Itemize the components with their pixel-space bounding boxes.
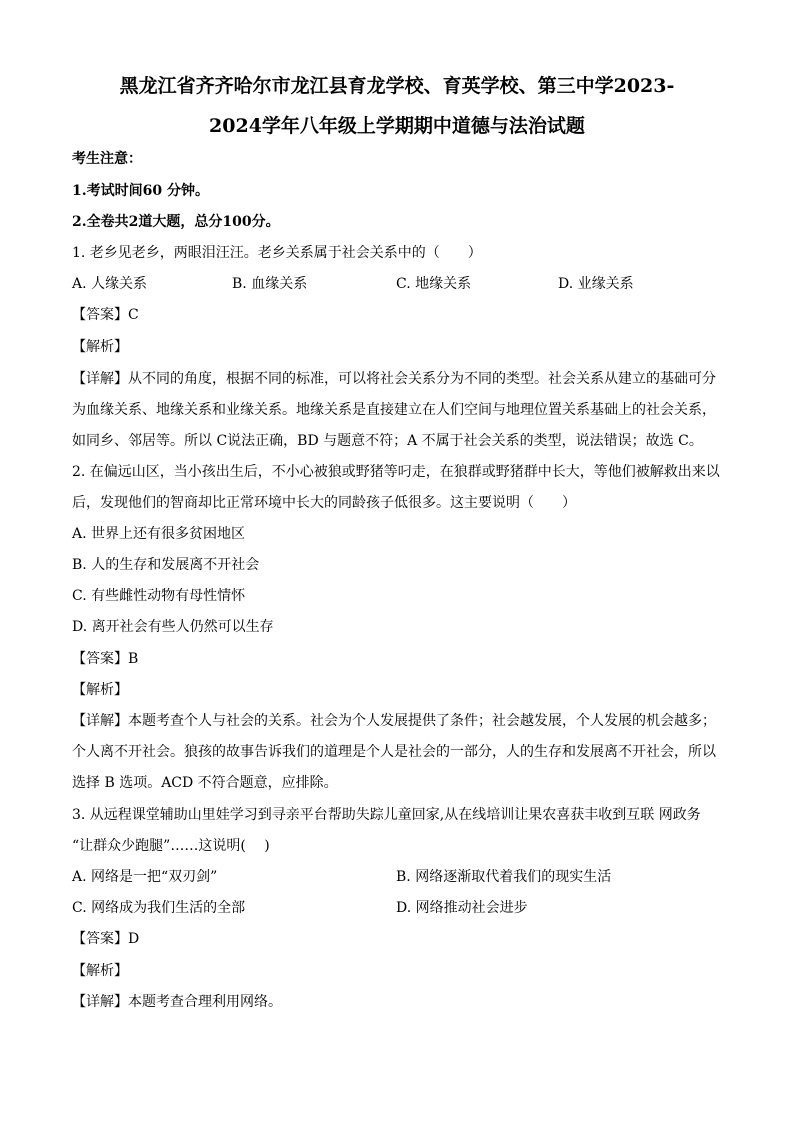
page-title-line-2: 2024学年八年级上学期期中道德与法治试题 — [209, 115, 585, 137]
question-3-option-c: C. 网络成为我们生活的全部 — [72, 900, 246, 916]
question-2-detail-line-3: 选择 B 选项。ACD 不符合题意，应排除。 — [72, 775, 338, 791]
question-2-detail-line-2: 个人离不开社会。狼孩的故事告诉我们的道理是个人是社会的一部分，人的生存和发展离不开社会，所以 — [72, 744, 716, 760]
question-1-option-c: C. 地缘关系 — [396, 276, 472, 292]
question-2-option-d: D. 离开社会有些人仍然可以生存 — [72, 619, 274, 635]
question-3-stem-line-1: 3. 从远程课堂辅助山里娃学习到寻亲平台帮助失踪儿童回家,从在线培训让果农喜获丰收到互联 网政务 — [72, 807, 701, 823]
question-2-detail-line-1: 【详解】本题考查个人与社会的关系。社会为个人发展提供了条件；社会越发展，个人发展的机会越多； — [72, 713, 716, 729]
notice-item-2: 2.全卷共2道大题，总分100分。 — [72, 214, 280, 230]
question-3-option-a: A. 网络是一把“双刃剑” — [72, 869, 218, 885]
question-1-analysis-label: 【解析】 — [72, 339, 128, 355]
question-1-answer: 【答案】C — [72, 307, 139, 323]
question-1-detail-line-1: 【详解】从不同的角度，根据不同的标准，可以将社会关系分为不同的类型。社会关系从建立的基础可分 — [72, 371, 716, 387]
question-3-detail-line-1: 【详解】本题考查合理利用网络。 — [72, 994, 282, 1010]
question-1-option-a: A. 人缘关系 — [72, 276, 148, 292]
notice-item-1: 1.考试时间60 分钟。 — [72, 183, 209, 199]
question-1-stem: 1. 老乡见老乡，两眼泪汪汪。老乡关系属于社会关系中的（ ） — [72, 245, 482, 261]
question-2-option-b: B. 人的生存和发展离不开社会 — [72, 557, 260, 573]
question-2-option-c: C. 有些雌性动物有母性情怀 — [72, 588, 246, 604]
question-3-stem-line-2: “让群众少跑腿”……这说明( ) — [72, 838, 270, 854]
question-3-option-b: B. 网络逐渐取代着我们的现实生活 — [396, 869, 612, 885]
question-3-analysis-label: 【解析】 — [72, 963, 128, 979]
question-1-detail-line-2: 为血缘关系、地缘关系和业缘关系。地缘关系是直接建立在人们空间与地理位置关系基础上的社会关系， — [72, 402, 716, 418]
question-1-option-b: B. 血缘关系 — [232, 276, 308, 292]
question-3-answer: 【答案】D — [72, 931, 140, 947]
question-2-answer: 【答案】B — [72, 651, 139, 667]
question-3-option-d: D. 网络推动社会进步 — [396, 900, 528, 916]
question-2-stem-line-1: 2. 在偏远山区，当小孩出生后，不小心被狼或野猪等叼走，在狼群或野猪群中长大，等他们被解救出来以 — [72, 464, 720, 480]
question-2-option-a: A. 世界上还有很多贫困地区 — [72, 526, 246, 542]
question-2-stem-line-2: 后，发现他们的智商却比正常环境中长大的同龄孩子低很多。这主要说明（ ） — [72, 495, 576, 511]
question-1-detail-line-3: 如同乡、邻居等。所以 C说法正确，BD 与题意不符；A 不属于社会关系的类型，说法错误；故选 C。 — [72, 433, 703, 449]
notice-heading: 考生注意： — [72, 151, 142, 167]
question-1-option-d: D. 业缘关系 — [558, 276, 634, 292]
page-title-line-1: 黑龙江省齐齐哈尔市龙江县育龙学校、育英学校、第三中学2023- — [119, 75, 675, 97]
question-2-analysis-label: 【解析】 — [72, 682, 128, 698]
